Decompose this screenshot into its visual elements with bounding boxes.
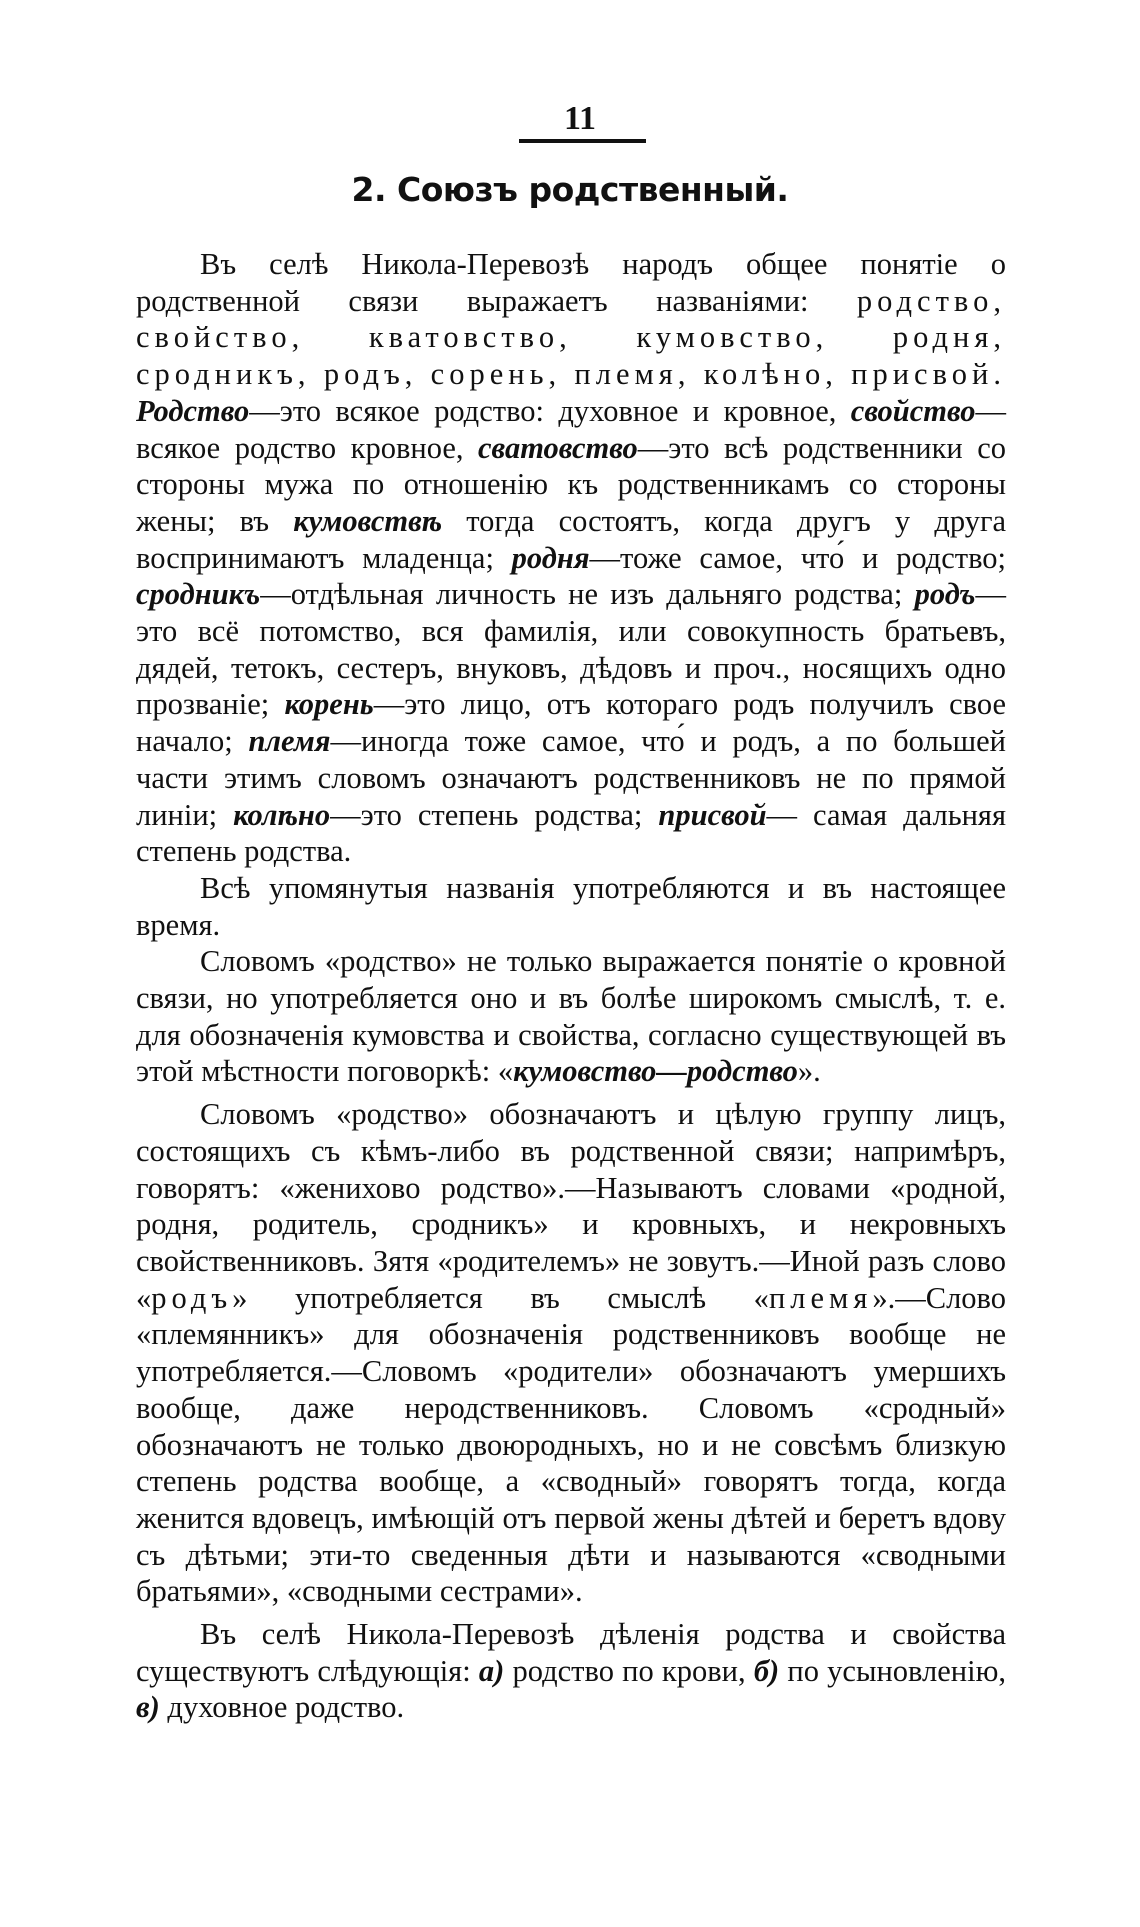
term-plemya: племя bbox=[248, 724, 331, 759]
spaced-word-plemya: племя bbox=[768, 1280, 873, 1315]
term-koleno: колѣно bbox=[233, 797, 331, 832]
paragraph-4 bbox=[136, 1096, 1006, 1610]
text-run: ».—Слово «племянникъ» для обозначенія родственниковъ вообще не употребляется.—Словомъ «родители» обозначаютъ умершихъ вообще, даже неродственниковъ. Словомъ «сродный» обозначаютъ не только двоюродныхъ, но и не совсѣмъ близкую степень родства вообще, а «сводный» говорятъ тогда, когда женится вдовецъ, имѣющій отъ первой жены дѣтей и беретъ вдову съ дѣтьми; эти-то сведенныя дѣти и называются «сводными братьями», «сводными сестрами». bbox=[136, 1280, 1006, 1609]
term-prisvoi: присвой bbox=[658, 797, 767, 832]
text-run: —тоже самое, что́ и родство; bbox=[589, 540, 1006, 575]
list-letter-b: б) bbox=[753, 1653, 780, 1688]
term-koren: корень bbox=[284, 687, 374, 722]
page-number: 11 bbox=[563, 100, 597, 137]
list-letter-a: а) bbox=[478, 1653, 505, 1688]
page-number-rule bbox=[519, 139, 646, 143]
text-run: —отдѣльная личность не изъ дальняго родства; bbox=[260, 577, 915, 612]
text-run: тогда состоятъ, когда другъ у друга воспринимаютъ младенца; bbox=[136, 503, 1006, 575]
section-heading: 2. Союзъ родственный. bbox=[351, 170, 789, 209]
proverb: кумовство—родство bbox=[513, 1054, 798, 1089]
paragraph-2: Всѣ упомянутыя названія употребляются и въ настоящее время. bbox=[136, 870, 1006, 942]
text-run: Словомъ «родство» обозначаютъ и цѣлую группу лицъ, состоящихъ съ кѣмъ-либо въ родственной связи; напримѣръ, говорятъ: «жениховo родство».—Называютъ словами «родной, родня, родитель, сродникъ» и кровныхъ, и некровныхъ свойственниковъ. Зятя «родителемъ» не зовутъ.—Иной разъ слово « bbox=[136, 1097, 1006, 1315]
term-srodnik: сродникъ bbox=[136, 577, 261, 612]
text-run: —иногда тоже самое, что́ и родъ, а по большей части этимъ словомъ означаютъ родственниковъ не по прямой линіи; bbox=[136, 724, 1006, 832]
body-text bbox=[136, 246, 1006, 1726]
text-run: Въ селѣ Никола-Перевозѣ дѣленія родства и свойства существуютъ слѣдующія: bbox=[136, 1617, 1006, 1688]
paragraph-1 bbox=[136, 246, 1006, 870]
text-run: — самая дальняя степень родства. bbox=[136, 797, 1006, 869]
term-rodstvo: Родство bbox=[136, 393, 250, 428]
term-svoistvo: свойство bbox=[850, 393, 976, 428]
term-svatovstvo: сватовство bbox=[478, 430, 638, 465]
spaced-word-rod: родъ bbox=[151, 1280, 233, 1315]
text-run: » употребляется въ смыслѣ « bbox=[232, 1280, 769, 1315]
text-run: по усыновленію, bbox=[779, 1653, 1007, 1688]
paragraph-3 bbox=[136, 943, 1006, 1090]
text-run: родство по крови, bbox=[504, 1653, 754, 1688]
text-run: —это всѣ родственники со стороны мужа по отношенію къ родственникамъ со стороны жены; въ bbox=[136, 430, 1006, 538]
text-run: —всякое родство кровное, bbox=[136, 393, 1006, 465]
text-run: —это всё потомство, вся фамилія, или совокупность братьевъ, дядей, тетокъ, сестеръ, внуковъ, дѣдовъ и проч., носящихъ одно прозваніе; bbox=[136, 577, 1006, 722]
text-run: —это степень родства; bbox=[330, 797, 659, 832]
spaced-terms: родство, свойство, кватовство, кумовство, родня, сродникъ, родъ, сорень, племя, колѣно, присвой. bbox=[136, 283, 1006, 392]
term-rodnya: родня bbox=[511, 540, 590, 575]
text-run: Въ селѣ Никола-Перевозѣ народъ общее понятіе о родственной связи выражаетъ названіями: bbox=[136, 247, 1006, 318]
list-letter-v: в) bbox=[136, 1690, 160, 1725]
term-rod: родъ bbox=[914, 577, 976, 612]
text-run: духовное родство. bbox=[159, 1690, 405, 1725]
text-run: ». bbox=[797, 1054, 821, 1089]
term-kumovstvo: кумовствѣ bbox=[293, 503, 443, 538]
text-run: —это лицо, отъ котораго родъ получилъ свое начало; bbox=[136, 687, 1006, 759]
text-run: Словомъ «родство» не только выражается понятіе о кровной связи, но употребляется оно и въ болѣе широкомъ смыслѣ, т. е. для обозначенія кумовства и свойства, согласно существующей въ этой мѣстности поговоркѣ: « bbox=[136, 944, 1006, 1089]
paragraph-5 bbox=[136, 1616, 1006, 1726]
text-run: —это всякое родство: духовное и кровное, bbox=[249, 393, 851, 428]
